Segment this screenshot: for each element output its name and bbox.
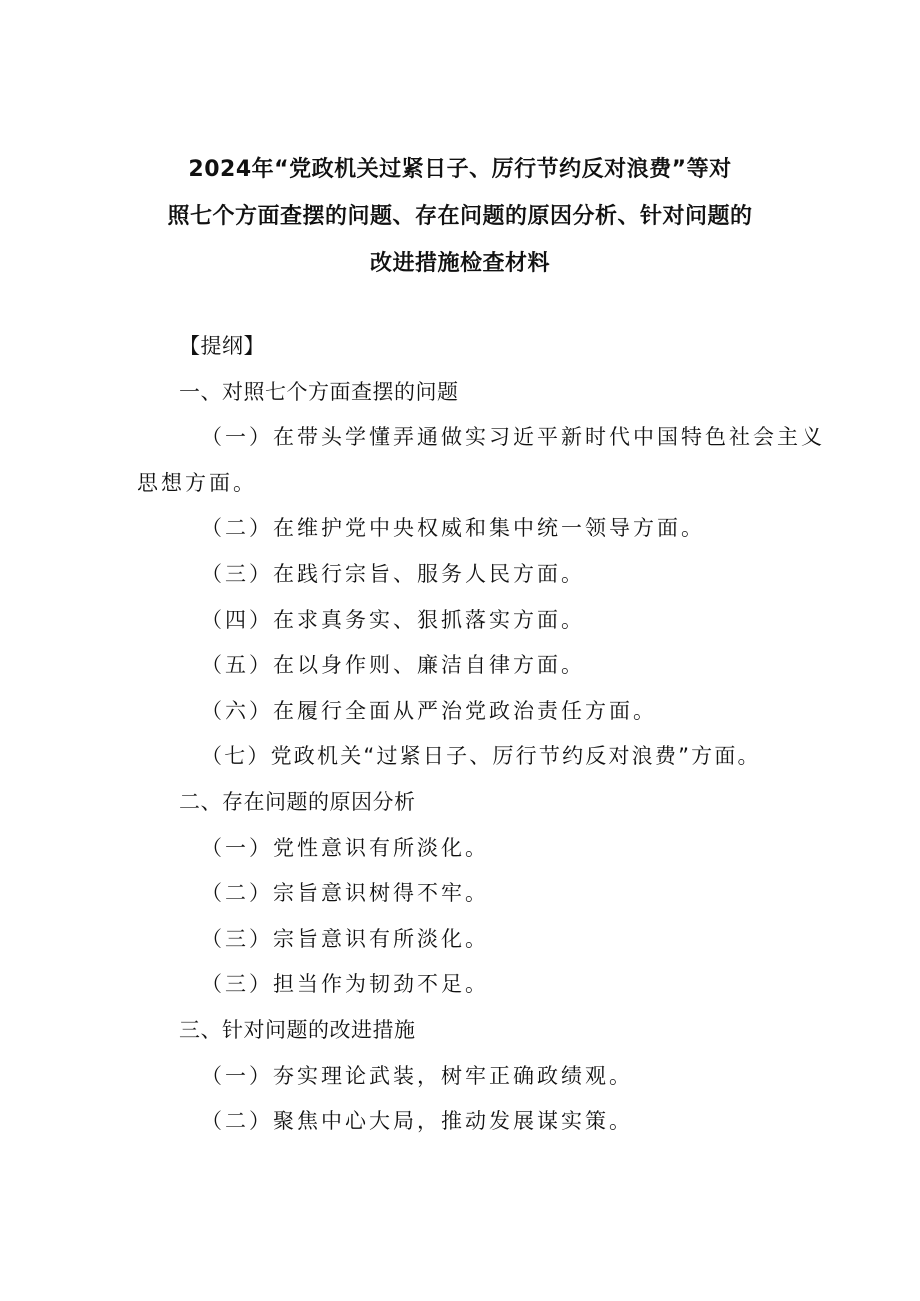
section-1-item-4: （四）在求真务实、狠抓落实方面。: [201, 607, 585, 632]
section-2-item-2: （二）宗旨意识树得不牢。: [201, 881, 489, 906]
outline-label: 【提纲】: [179, 334, 265, 358]
section-2-item-1: （一）党性意识有所淡化。: [201, 835, 489, 860]
section-3-item-2: （二）聚焦中心大局，推动发展谋实策。: [201, 1109, 633, 1134]
section-1-item-1: （一）在带头学懂弄通做实习近平新时代中国特色社会主义: [201, 425, 825, 450]
section-1-item-6: （六）在履行全面从严治党政治责任方面。: [201, 698, 657, 723]
section-2-item-4: （三）担当作为韧劲不足。: [201, 972, 489, 997]
document-title: [120, 146, 800, 287]
section-1-item-5: （五）在以身作则、廉洁自律方面。: [201, 653, 585, 678]
title-line-2: 照七个方面查摆的问题、存在问题的原因分析、针对问题的: [167, 204, 753, 229]
title-line-3: 改进措施检查材料: [369, 251, 550, 276]
section-1-item-7: （七）党政机关“过紧日子、厉行节约反对浪费”方面。: [201, 744, 761, 769]
title-line-1: 2024年“党政机关过紧日子、厉行节约反对浪费”等对: [188, 157, 732, 182]
section-2-item-3: （三）宗旨意识有所淡化。: [201, 926, 489, 951]
section-1-item-2: （二）在维护党中央权威和集中统一领导方面。: [201, 516, 705, 541]
section-1-heading: 一、对照七个方面查摆的问题: [179, 379, 459, 404]
section-2-heading: 二、存在问题的原因分析: [179, 789, 416, 814]
section-3-item-1: （一）夯实理论武装，树牢正确政绩观。: [201, 1063, 633, 1088]
section-3-heading: 三、针对问题的改进措施: [179, 1017, 416, 1042]
document-body: [137, 324, 825, 1145]
section-1-item-1-continuation: 思想方面。: [137, 470, 257, 495]
section-1-item-3: （三）在践行宗旨、服务人民方面。: [201, 561, 585, 586]
